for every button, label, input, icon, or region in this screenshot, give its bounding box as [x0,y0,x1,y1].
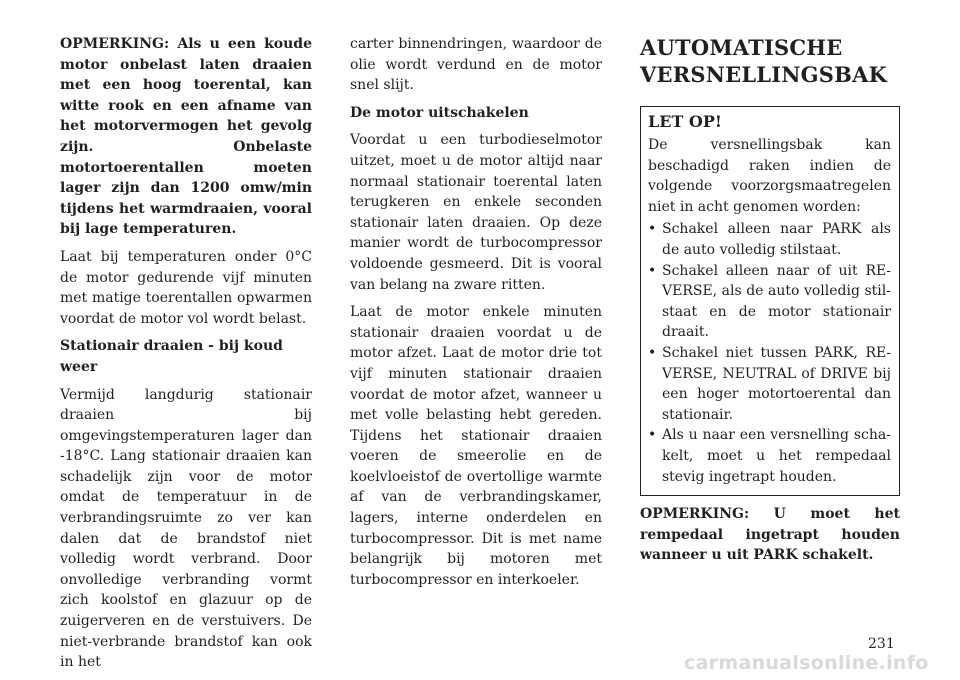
page-number: 231 [868,636,895,652]
caution-item [648,425,891,487]
caution-item-text: Schakel alleen naar PARK als de auto volledig stilstaat. [662,221,891,258]
paragraph-warmup: Laat bij temperaturen onder 0°C de motor gedurende vijf minuten met matige toerentallen opwarmen voordat de motor vol wordt belast. [60,248,312,327]
paragraph-idling: Vermijd langdurig stationair draaien bij omgevingstemperaturen lager dan -18°C. Lang stationair draaien kan schadelijk zijn voor de motor omdat de temperatuur in de verbrandingsruimte zo ver kan dalen dat de brandstof niet volledig wordt verbrand. Door onvolledige verbranding vormt zich koolstof en glazuur op de zuigerveren en de verstuivers. De niet-verbrande brandstof kan ook in het [60,386,312,671]
note-label: OPMERKING: [60,36,170,52]
bullet-icon: • [648,221,657,238]
note-text: Als u een koude motor onbelast laten draaien met een hoog toerental, kan witte rook en een afname van het motorvermogen het gevolg zijn. Onbelaste motortoerentallen moeten lager zijn dan 1200 omw/min tijdens het warmdraaien, vooral bij lage temperaturen. [60,36,312,238]
caution-item-text: Schakel niet tussen PARK, REVERSE, NEUTRAL of DRIVE bij een hoger motortoerental dan stationair. [662,344,891,423]
bullet-icon: • [648,427,657,444]
section-title [640,34,900,88]
paragraph-idle-before-off: Laat de motor enkele minuten stationair draaien voordat u de motor afzet. Laat de motor drie tot vijf minuten stationair draaien voordat de motor afzet, wanneer u met volle belasting hebt gereden. Tijdens het stationair draaien voeren de smeerolie en de koelvloeistof de overtollige warmte af van de verbrandingskamer, lagers, interne onderdelen en turbocompressor. Dit is met name belangrijk bij motoren met turbocompressor en interkoeler. [350,304,602,588]
caution-item-text: Schakel alleen naar of uit REVERSE, als de auto volledig stilstaat en de motor stationair draait. [662,262,891,341]
title-line-2: VERSNELLINGSBAK [640,62,888,87]
note-brake-pedal [640,504,900,566]
caution-item [648,343,891,425]
column-middle [350,34,602,597]
watermark: carmanualsonline.info [684,652,929,674]
caution-item-text: Als u naar een versnelling schakelt, moet u het rempedaal stevig ingetrapt houden. [662,427,891,485]
caution-box [640,106,900,496]
caution-intro: De versnellingsbak kan beschadigd raken indien de volgende voorzorgsmaatregelen niet in acht genomen worden: [648,137,891,215]
heading-idling-cold: Stationair draaien - bij koud weer [60,338,283,375]
caution-item [648,219,891,260]
bullet-icon: • [648,344,657,361]
heading-engine-off: De motor uitschakelen [350,104,529,121]
note-cold-engine [60,34,312,240]
paragraph-continuation: carter binnendringen, waardoor de olie wordt verdund en de motor snel slijt. [350,36,602,94]
paragraph-turbo-shutdown: Voordat u een turbodieselmotor uitzet, moet u de motor altijd naar normaal stationair toerental laten terugkeren en enkele seconden stationair laten draaien. Op deze manier wordt de turbocompressor voldoende gesmeerd. Dit is vooral van belang na zware ritten. [350,132,602,293]
note-label: OPMERKING: [640,506,750,523]
caution-title: LET OP! [648,112,722,131]
column-right [640,34,900,573]
note-text: U moet het rempedaal ingetrapt houden wanneer u uit PARK schakelt. [640,506,900,564]
title-line-1: AUTOMATISCHE [640,35,843,60]
caution-item [648,261,891,343]
caution-list [648,219,891,487]
bullet-icon: • [648,262,657,279]
column-left [60,34,312,680]
